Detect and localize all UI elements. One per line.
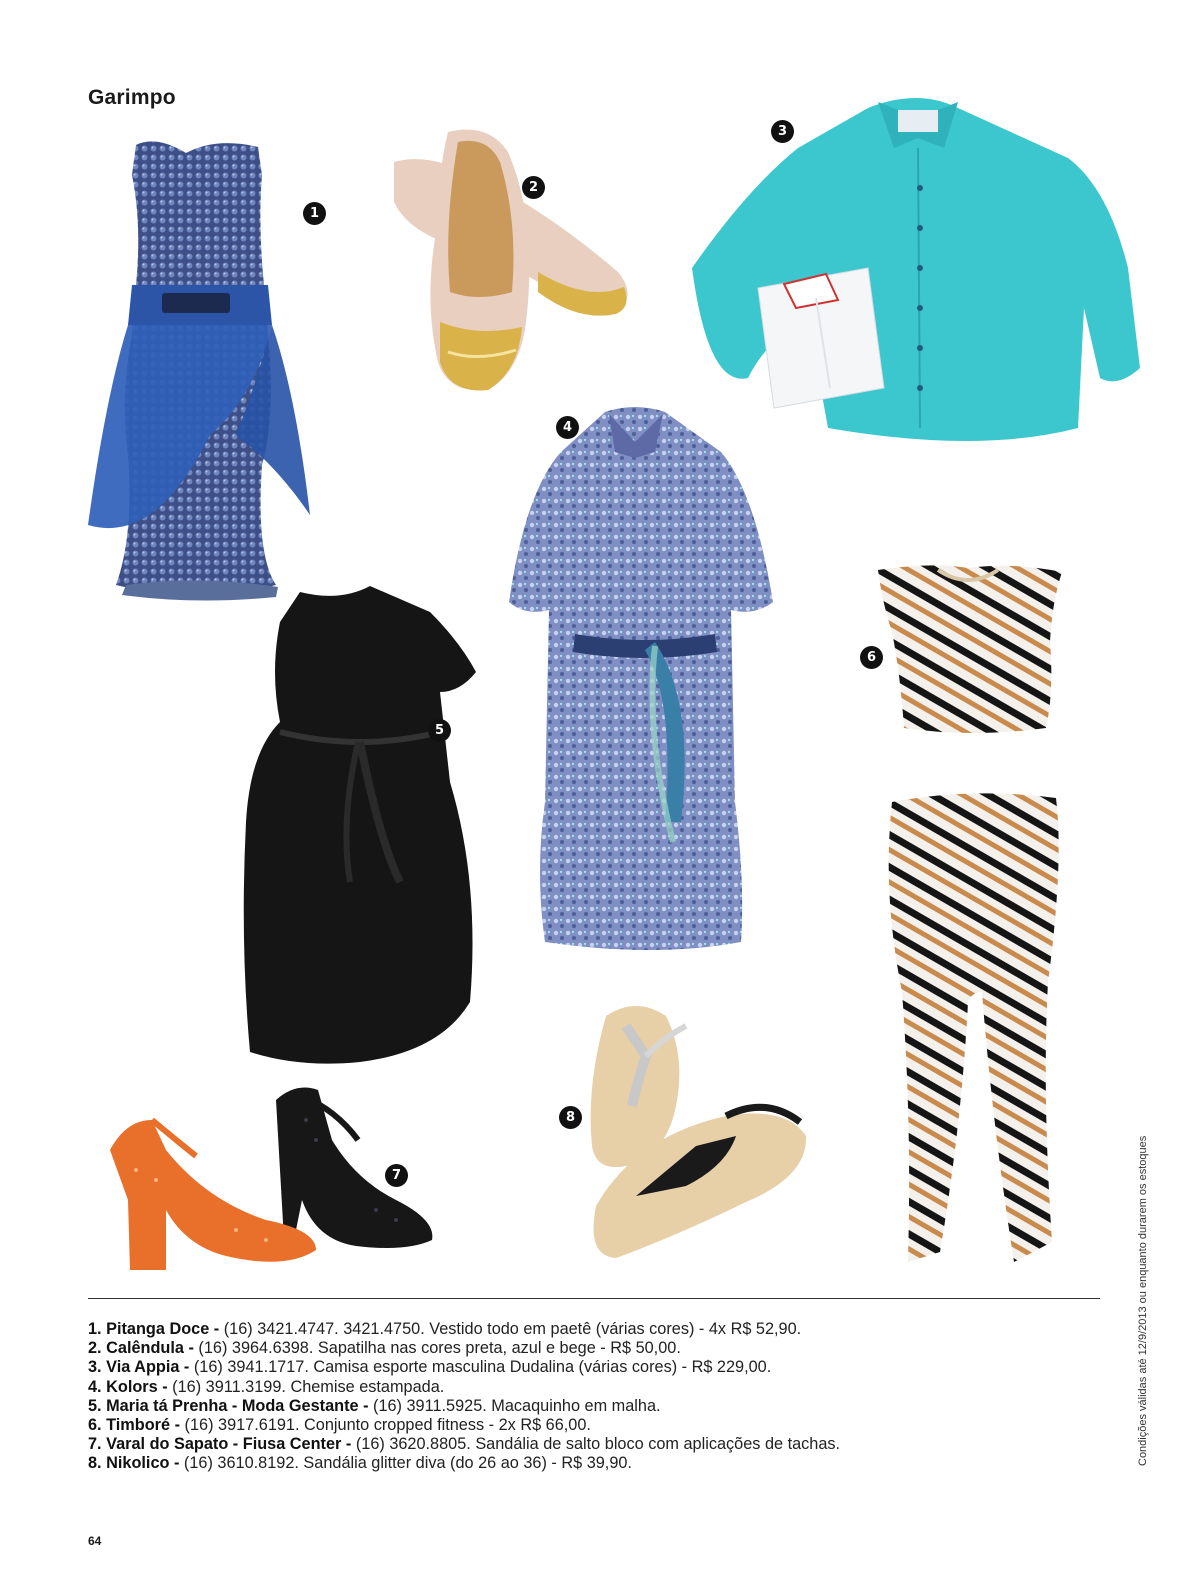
- product-number-2: 2: [522, 176, 545, 199]
- store-name: Timboré -: [106, 1416, 181, 1435]
- list-item: 5. Maria tá Prenha - Moda Gestante - (16) 3911.5925. Macaquinho em malha.: [88, 1396, 661, 1415]
- sequin-dress-image: [86, 135, 314, 605]
- product-number-3: 3: [771, 120, 794, 143]
- dress-shirts-icon: [688, 88, 1146, 454]
- product-number-6: 6: [860, 646, 883, 669]
- list-item: 7. Varal do Sapato - Fiusa Center - (16) 3620.8805. Sandália de salto bloco com aplicações de tachas.: [88, 1435, 841, 1454]
- store-details: (16) 3620.8805. Sandália de salto bloco com aplicações de tachas.: [351, 1435, 841, 1454]
- store-details: (16) 3911.5925. Macaquinho em malha.: [368, 1396, 661, 1415]
- shirts-image: [688, 88, 1146, 454]
- store-name: Calêndula -: [106, 1339, 194, 1358]
- list-item: 4. Kolors - (16) 3911.3199. Chemise estampada.: [88, 1377, 445, 1396]
- list-item: 6. Timboré - (16) 3917.6191. Conjunto cropped fitness - 2x R$ 66,00.: [88, 1416, 591, 1435]
- maternity-romper-image: [240, 582, 480, 1074]
- store-name: Maria tá Prenha - Moda Gestante -: [106, 1396, 369, 1415]
- product-number-4: 4: [556, 416, 579, 439]
- divider-rule: [88, 1298, 1100, 1299]
- ballet-flats-image: [388, 122, 632, 394]
- product-number-1: 1: [303, 202, 326, 225]
- store-name: Nikolico -: [106, 1454, 180, 1473]
- crop-top-set-image: [872, 562, 1068, 1272]
- list-item: 3. Via Appia - (16) 3941.1717. Camisa esporte masculina Dudalina (várias cores) - R$ 229,00.: [88, 1358, 772, 1377]
- store-name: Pitanga Doce -: [106, 1320, 220, 1338]
- product-listing: [88, 1320, 1098, 1474]
- store-details: (16) 3610.8192. Sandália glitter diva (do 26 ao 36) - R$ 39,90.: [179, 1454, 632, 1473]
- store-name: Kolors -: [106, 1377, 168, 1396]
- store-details: (16) 3421.4747. 3421.4750. Vestido todo em paetê (várias cores) - 4x R$ 52,90.: [219, 1320, 802, 1338]
- store-name: Via Appia -: [106, 1358, 190, 1377]
- glitter-sandals-icon: [576, 996, 816, 1266]
- list-item: 1. Pitanga Doce - (16) 3421.4747. 3421.4750. Vestido todo em paetê (várias cores) - 4x R$ 52,90.: [88, 1320, 802, 1338]
- validity-note: Condições válidas até 12/9/2013 ou enquanto durarem os estoques: [1137, 1135, 1149, 1466]
- list-item: 8. Nikolico - (16) 3610.8192. Sandália glitter diva (do 26 ao 36) - R$ 39,90.: [88, 1454, 632, 1473]
- store-details: (16) 3917.6191. Conjunto cropped fitness - 2x R$ 66,00.: [180, 1416, 591, 1435]
- sequin-strapless-dress-icon: [86, 135, 314, 605]
- list-item: 2. Calêndula - (16) 3964.6398. Sapatilha nas cores preta, azul e bege - R$ 50,00.: [88, 1339, 681, 1358]
- zebra-crop-top-icon: [872, 562, 1068, 1272]
- store-details: (16) 3964.6398. Sapatilha nas cores preta, azul e bege - R$ 50,00.: [193, 1339, 681, 1358]
- product-number-8: 8: [559, 1106, 582, 1129]
- glitter-sandals-image: [576, 996, 816, 1266]
- store-name: Varal do Sapato - Fiusa Center -: [106, 1435, 352, 1454]
- section-title: Garimpo: [88, 86, 176, 109]
- product-number-5: 5: [428, 719, 451, 742]
- product-number-7: 7: [385, 1164, 408, 1187]
- black-maternity-romper-icon: [240, 582, 480, 1074]
- cap-toe-ballet-flats-icon: [388, 122, 632, 394]
- store-details: (16) 3941.1717. Camisa esporte masculina Dudalina (várias cores) - R$ 229,00.: [189, 1358, 772, 1377]
- store-details: (16) 3911.3199. Chemise estampada.: [167, 1377, 445, 1396]
- page-number: 64: [88, 1534, 102, 1548]
- shirt-dress-image: [505, 402, 775, 958]
- printed-shirt-dress-icon: [505, 402, 775, 958]
